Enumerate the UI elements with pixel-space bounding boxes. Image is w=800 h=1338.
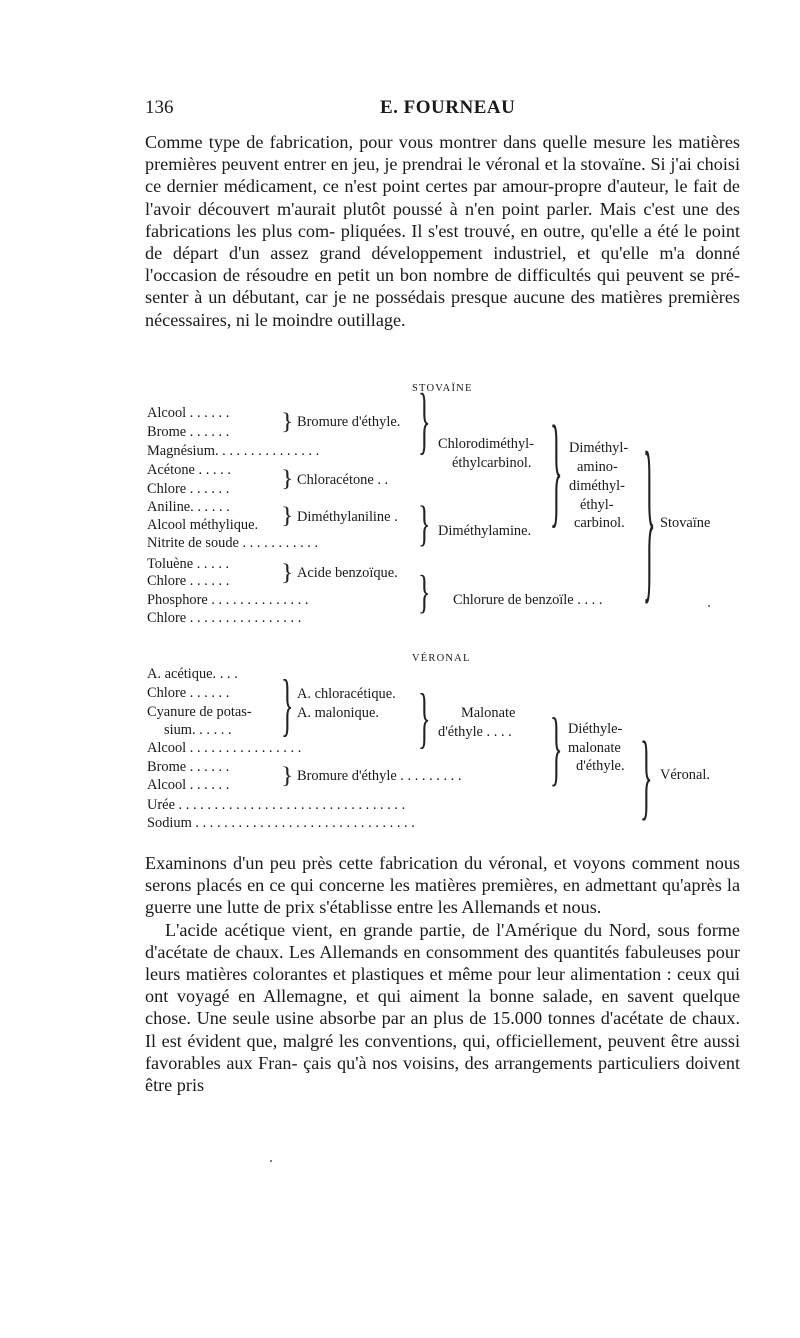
page-number: 136 xyxy=(145,97,174,118)
stovaine-intermediate: éthylcarbinol. xyxy=(452,455,532,471)
stovaine-raw-material: Nitrite de soude . . . . . . . . . . . xyxy=(147,535,319,551)
veronal-raw-material: Urée . . . . . . . . . . . . . . . . . . . . . . . . . . . . . . . . xyxy=(147,797,406,813)
veronal-intermediate: d'éthyle. xyxy=(576,758,625,774)
brace-close: } xyxy=(643,415,656,622)
veronal-raw-material: Alcool . . . . . . . . . . . . . . . . xyxy=(147,740,302,756)
text-line: la stovaïne. Si j'ai choisi ce dernier médicament, ce n'est point certes xyxy=(145,154,741,197)
brace-close: } xyxy=(281,559,294,586)
stovaine-intermediate: Diméthyl- xyxy=(569,440,629,456)
veronal-raw-material: Cyanure de potas- xyxy=(147,704,252,720)
veronal-raw-material: A. acétique. . . . xyxy=(147,666,238,682)
paragraph xyxy=(145,919,740,1097)
text-line: Examinons d'un peu près cette fabrication du véronal, et voyons xyxy=(145,853,626,873)
brace-close: } xyxy=(418,680,431,756)
brace-close: } xyxy=(281,665,294,744)
stovaine-intermediate: Chloracétone . . xyxy=(297,472,389,488)
stovaine-intermediate: Acide benzoïque. xyxy=(297,565,398,581)
veronal-raw-material: Alcool . . . . . . xyxy=(147,777,230,793)
brace-close: } xyxy=(640,722,653,830)
stovaine-product: Stovaïne xyxy=(660,515,711,531)
brace-close: } xyxy=(550,702,563,795)
text-line: fabuleuses pour leurs matières colorantes et plastiques et même pour xyxy=(145,941,741,985)
stovaine-intermediate: éthyl- xyxy=(580,497,614,513)
stovaine-raw-material: Chlore . . . . . . . . . . . . . . . . xyxy=(147,610,302,626)
body-paragraphs xyxy=(145,852,740,1096)
brace-close: } xyxy=(418,496,431,552)
text-line: en admettant qu'après la guerre une lutte de prix s'établisse entre xyxy=(145,875,741,918)
intro-paragraph xyxy=(145,131,740,331)
text-line: poussé à n'en point parler. Mais c'est une des fabrications les plus com- xyxy=(145,198,741,241)
veronal-intermediate: A. chloracétique. xyxy=(297,686,396,702)
veronal-caption: VÉRONAL xyxy=(412,653,471,664)
stovaine-intermediate: amino- xyxy=(577,459,618,475)
text-line: premières nécessaires, ni le moindre outillage. xyxy=(145,287,740,330)
text-line: par amour-propre d'auteur, le fait de l'avoir découvert m'aurait plutôt xyxy=(145,176,740,219)
stovaine-intermediate: Diméthylaniline . xyxy=(297,509,398,525)
stovaine-intermediate: carbinol. xyxy=(574,515,625,531)
scan-speck xyxy=(270,1160,272,1162)
running-head-author: E. FOURNEAU xyxy=(380,97,516,118)
text-line: assez grand développement industriel, et qu'elle m'a donné l'occasion xyxy=(145,243,741,286)
stovaine-intermediate: diméthyl- xyxy=(569,478,625,494)
stovaine-raw-material: Alcool méthylique. xyxy=(147,517,259,533)
paragraph xyxy=(145,852,740,919)
veronal-intermediate: Malonate xyxy=(461,705,516,721)
stovaine-intermediate: Chlorure de benzoïle . . . . xyxy=(453,592,603,608)
stovaine-intermediate: Diméthylamine. xyxy=(438,523,532,539)
veronal-intermediate: A. malonique. xyxy=(297,705,379,721)
veronal-product: Véronal. xyxy=(660,767,710,783)
text-line: bonne salade, en savent quelque chose. Une seule usine absorbe par an xyxy=(145,986,741,1029)
stovaine-raw-material: Phosphore . . . . . . . . . . . . . . xyxy=(147,592,309,608)
stovaine-caption: STOVAÏNE xyxy=(412,383,473,394)
brace-close: } xyxy=(550,401,563,541)
veronal-intermediate: malonate xyxy=(568,740,621,756)
brace-close: } xyxy=(281,502,294,529)
stovaine-raw-material: Brome . . . . . . xyxy=(147,424,230,440)
text-line: Comme type de fabrication, pour vous montrer dans quelle mesure xyxy=(145,132,646,152)
text-line: les matières premières peuvent entrer en jeu, je prendrai le véronal et xyxy=(145,132,740,175)
brace-close: } xyxy=(281,762,294,789)
text-line: çais qu'à nos voisins, des arrangements particuliers doivent être pris xyxy=(145,1052,740,1096)
text-line: conventions, qui, officiellement, peuvent être aussi favorables aux Fran- xyxy=(145,1030,740,1073)
text-line: de résoudre en petit un bon nombre de difficultés qui peuvent se pré- xyxy=(222,265,740,286)
text-line: leur alimentation : ceux qui ont voyagé en Allemagne, et qui aiment la xyxy=(145,964,741,1007)
text-line: senter à un débutant, car je ne possédais presque aucune des matières xyxy=(145,287,663,308)
text-line: les Allemands et nous. xyxy=(437,897,602,918)
brace-close: } xyxy=(281,465,294,492)
veronal-intermediate: d'éthyle . . . . xyxy=(438,724,512,740)
stovaine-raw-material: Aniline. . . . . . xyxy=(147,499,230,515)
stovaine-raw-material: Alcool . . . . . . xyxy=(147,405,230,421)
brace-close: } xyxy=(281,408,294,435)
stovaine-intermediate: Bromure d'éthyle. xyxy=(297,414,401,430)
veronal-raw-material: Chlore . . . . . . xyxy=(147,685,230,701)
veronal-intermediate: Diéthyle- xyxy=(568,721,623,737)
scan-speck xyxy=(708,605,710,607)
text-line: comment nous serons placés en ce qui concerne les matières premières, xyxy=(145,853,740,896)
text-line: forme d'acétate de chaux. Les Allemands en consomment des quantités xyxy=(145,919,740,962)
text-line: plus de 15.000 tonnes d'acétate de chaux. Il est évident que, malgré les xyxy=(145,1008,741,1051)
stovaine-raw-material: Acétone . . . . . xyxy=(147,462,231,478)
veronal-raw-material: Sodium . . . . . . . . . . . . . . . . . . . . . . . . . . . . . . . xyxy=(147,815,415,831)
brace-close: } xyxy=(418,378,431,463)
stovaine-raw-material: Chlore . . . . . . xyxy=(147,481,230,497)
brace-close: } xyxy=(418,566,431,619)
stovaine-raw-material: Toluène . . . . . xyxy=(147,556,230,572)
text-line: pliquées. Il s'est trouvé, en outre, qu'elle a été le point de départ d'un xyxy=(145,220,741,264)
text-line: L'acide acétique vient, en grande partie, de l'Amérique du Nord, sous xyxy=(165,919,690,940)
veronal-raw-material: sium. . . . . . xyxy=(164,722,232,738)
stovaine-raw-material: Chlore . . . . . . xyxy=(147,573,230,589)
veronal-raw-material: Brome . . . . . . xyxy=(147,759,230,775)
stovaine-intermediate: Chlorodiméthyl- xyxy=(438,436,534,452)
stovaine-raw-material: Magnésium. . . . . . . . . . . . . . . xyxy=(147,443,320,459)
veronal-intermediate: Bromure d'éthyle . . . . . . . . . xyxy=(297,768,462,784)
